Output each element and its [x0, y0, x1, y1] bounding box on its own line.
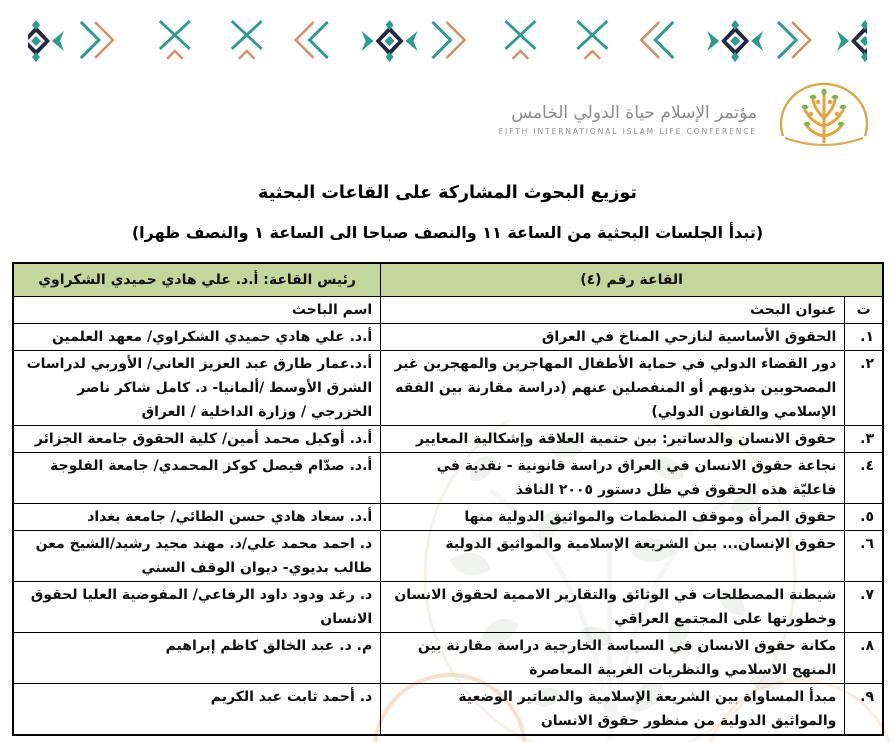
row-paper-title: نجاعة حقوق الانسان في العراق دراسة قانونية - نقدية في فاعليّة هذه الحقوق في ظل دستور ٢٠٠٥ النافذ [381, 453, 845, 504]
column-header-title: عنوان البحث [381, 297, 845, 324]
logo-title-arabic: مؤتمر الإسلام حياة الدولي الخامس [511, 102, 757, 123]
row-researcher-name: د. أحمد ثابت عبد الكريم [13, 684, 381, 736]
table-row [13, 633, 883, 684]
table-row [13, 684, 883, 736]
hall-chair-cell: رئيس القاعة: أ.د. علي هادي حميدي الشكراوي [13, 263, 381, 297]
row-paper-title: شيطنة المصطلحات في الوثائق والتقارير الاممية لحقوق الانسان وخطورتها على المجتمع العراقي [381, 582, 845, 633]
row-paper-title: دور القضاء الدولي في حماية الأطفال المهاجرين والمهجرين غير المصحوبين بذويهم أو المنفصلين عنهم (دراسة مقارنة بين الفقه الإسلامي والقانون الدولي) [381, 351, 845, 426]
conference-logo [499, 80, 883, 158]
column-header-researcher: اسم الباحث [13, 297, 381, 324]
table-row [13, 582, 883, 633]
row-number: ٤. [845, 453, 883, 504]
row-paper-title: مكانة حقوق الانسان في السياسة الخارجية دراسة مقارنة بين المنهج الاسلامي والنظريات الغربية المعاصرة [381, 633, 845, 684]
row-number: ٢. [845, 351, 883, 426]
row-paper-title: مبدأ المساواة بين الشريعة الإسلامية والدساتير الوضعية والمواثيق الدولية من منظور حقوق الانسان [381, 684, 845, 736]
row-researcher-name: أ.د.عمار طارق عبد العزيز العاني/ الأوربي لدراسات الشرق الأوسط /ألمانيا- د. كامل شاكر ناصر الخزرجي / وزارة الداخلية / العراق [13, 351, 381, 426]
row-paper-title: حقوق الانسان والدساتير: بين حتمية العلاقة وإشكالية المعايير [381, 426, 845, 453]
table-row [13, 453, 883, 504]
logo-text [499, 103, 757, 136]
table-row [13, 504, 883, 531]
tree-logo-icon [765, 80, 883, 158]
row-researcher-name: أ.د. علي هادي حميدي الشكراوي/ معهد العلمين [13, 324, 381, 351]
row-number: ٣. [845, 426, 883, 453]
page-title: توزيع البحوث المشاركة على القاعات البحثية [258, 183, 637, 203]
hall-header-row [13, 263, 883, 297]
row-paper-title: حقوق الإنسان... بين الشريعة الإسلامية والمواثيق الدولية [381, 531, 845, 582]
column-header-no: ت [845, 297, 883, 324]
table-row [13, 426, 883, 453]
row-paper-title: الحقوق الأساسية لنازحي المناخ في العراق [381, 324, 845, 351]
row-number: ٦. [845, 531, 883, 582]
row-paper-title: حقوق المرأة وموقف المنظمات والمواثيق الدولية منها [381, 504, 845, 531]
column-header-row [13, 297, 883, 324]
table-row [13, 531, 883, 582]
row-number: ٧. [845, 582, 883, 633]
logo-title-english: FIFTH INTERNATIONAL ISLAM LIFE CONFERENCE [498, 126, 757, 136]
row-researcher-name: أ.د. سعاد هادي حسن الطائي/ جامعة بغداد [13, 504, 381, 531]
decorative-border [28, 18, 867, 64]
row-number: ٨. [845, 633, 883, 684]
table-row [13, 324, 883, 351]
hall-number-cell: القاعة رقم (٤) [381, 263, 883, 297]
papers-table [12, 262, 884, 736]
session-times-note: (تبدأ الجلسات البحثية من الساعة ١١ والنصف صباحا الى الساعة ١ والنصف ظهرا) [131, 223, 764, 242]
row-researcher-name: م. د. عبد الخالق كاظم إبراهيم [13, 633, 381, 684]
table-body [13, 324, 883, 736]
row-researcher-name: أ.د. صدّام فيصل كوكز المحمدي/ جامعة الفلوجة [13, 453, 381, 504]
row-number: ٩. [845, 684, 883, 736]
row-number: ٥. [845, 504, 883, 531]
row-researcher-name: د. رغد ودود داود الرفاعي/ المفوضية العليا لحقوق الانسان [13, 582, 381, 633]
table-row [13, 351, 883, 426]
row-researcher-name: د. احمد محمد علي/د. مهند مجيد رشيد/الشيخ معن طالب بديوي- ديوان الوقف السني [13, 531, 381, 582]
row-number: ١. [845, 324, 883, 351]
row-researcher-name: أ.د. أوكيل محمد أمين/ كلية الحقوق جامعة الجزائر [13, 426, 381, 453]
